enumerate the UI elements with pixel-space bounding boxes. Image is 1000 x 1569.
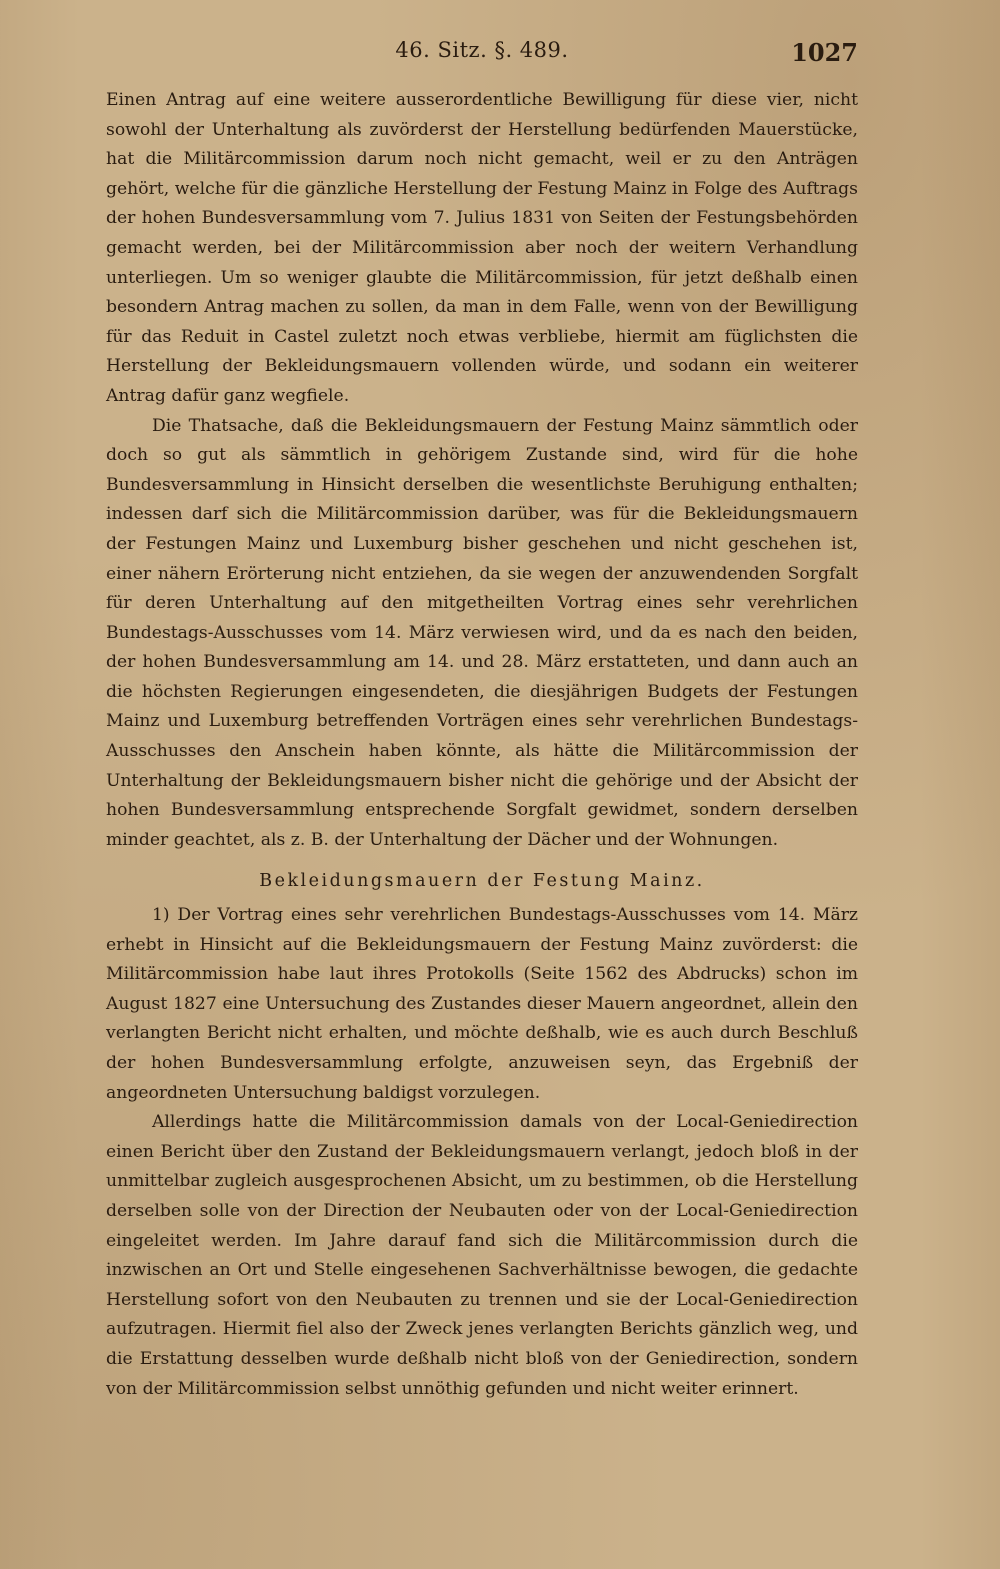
- paragraph-3: 1) Der Vortrag eines sehr verehrlichen Bundestags-Ausschusses vom 14. März erhebt in Hinsicht auf die Bekleidungsmauern der Festung Mainz zuvörderst: die Militärcommission habe laut ihres Protokolls (Seite 1562 des Abdrucks) schon im August 1827 eine Untersuchung des Zustandes dieser Mauern angeordnet, allein den verlangten Bericht nicht erhalten, und möchte deßhalb, wie es auch durch Beschluß der hohen Bundesversammlung erfolgte, anzuweisen seyn, das Ergebniß der angeordneten Untersuchung baldigst vorzulegen.: [106, 905, 858, 1103]
- paragraph-1: Einen Antrag auf eine weitere ausserordentliche Bewilligung für diese vier, nicht sowohl der Unterhaltung als zuvörderst der Herstellung bedürfenden Mauerstücke, hat die Militärcommission darum noch nicht gemacht, weil er zu den Anträgen gehört, welche für die gänzliche Herstellung der Festung Mainz in Folge des Auftrags der hohen Bundesversammlung vom 7. Julius 1831 von Seiten der Festungsbehörden gemacht werden, bei der Militärcommission aber noch der weitern Verhandlung unterliegen. Um so weniger glaubte die Militärcommission, für jetzt deßhalb einen besondern Antrag machen zu sollen, da man in dem Falle, wenn von der Bewilligung für das Reduit in Castel zuletzt noch etwas verbliebe, hiermit am füglichsten die Herstellung der Bekleidungsmauern vollenden würde, und sodann ein weiterer Antrag dafür ganz wegfiele.: [106, 90, 858, 406]
- section-heading: Bekleidungsmauern der Festung Mainz.: [259, 871, 705, 892]
- page-number: 1027: [791, 38, 858, 67]
- paragraph-2: Die Thatsache, daß die Bekleidungsmauern der Festung Mainz sämmtlich oder doch so gut als sämmtlich in gehörigem Zustande sind, wird für die hohe Bundesversammlung in Hinsicht derselben die wesentlichste Beruhigung enthalten; indessen darf sich die Militärcommission darüber, was für die Bekleidungsmauern der Festungen Mainz und Luxemburg bisher geschehen und nicht geschehen ist, einer nähern Erörterung nicht entziehen, da sie wegen der anzuwendenden Sorgfalt für deren Unterhaltung auf den mitgetheilten Vortrag eines sehr verehrlichen Bundestags-Ausschusses vom 14. März verwiesen wird, und da es nach den beiden, der hohen Bundesversammlung am 14. und 28. März erstatteten, und dann auch an die höchsten Regierungen eingesendeten, die diesjährigen Budgets der Festungen Mainz und Luxemburg betreffenden Vorträgen eines sehr verehrlichen Bundestags-Ausschusses den Anschein haben könnte, als hätte die Militärcommission der Unterhaltung der Bekleidungsmauern bisher nicht die gehörige und der Absicht der hohen Bundesversammlung entsprechende Sorgfalt gewidmet, sondern derselben minder geachtet, als z. B. der Unterhaltung der Dächer und der Wohnungen.: [106, 415, 858, 850]
- running-head: 46. Sitz. §. 489.: [395, 38, 569, 62]
- paragraph-4: Allerdings hatte die Militärcommission damals von der Local-Geniedirection einen Bericht über den Zustand der Bekleidungsmauern verlangt, jedoch bloß in der unmittelbar zugleich ausgesprochenen Absicht, um zu bestimmen, ob die Herstellung derselben solle von der Direction der Neubauten oder von der Local-Geniedirection eingeleitet werden. Im Jahre darauf fand sich die Militärcommission durch die inzwischen an Ort und Stelle eingesehenen Sachverhältnisse bewogen, die gedachte Herstellung sofort von den Neubauten zu trennen und sie der Local-Geniedirection aufzutragen. Hiermit fiel also der Zweck jenes verlangten Berichts gänzlich weg, und die Erstattung desselben wurde deßhalb nicht bloß von der Geniedirection, sondern von der Militärcommission selbst unnöthig gefunden und nicht weiter erinnert.: [106, 1112, 858, 1399]
- body-text: [106, 86, 858, 1404]
- page-header: [106, 38, 858, 74]
